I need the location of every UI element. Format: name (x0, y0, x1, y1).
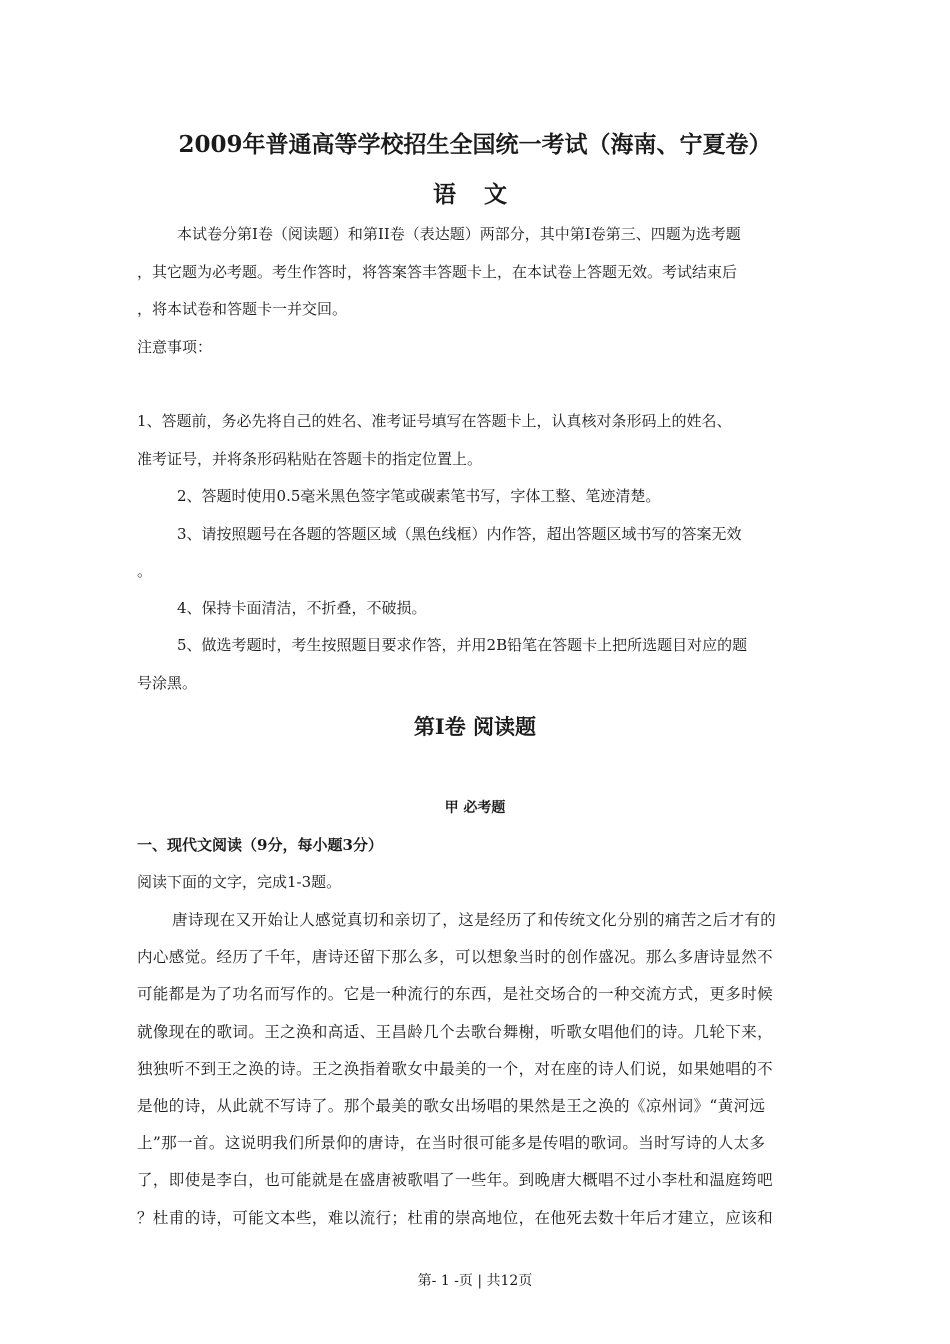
article-line: 内心感觉。经历了千年，唐诗还留下那么多，可以想象当时的创作盛况。那么多唐诗显然不 (137, 948, 774, 966)
article-line: 可能都是为了功名而写作的。它是一种流行的东西，是社交场合的一种交流方式，更多时候 (137, 985, 774, 1003)
note-item-3: 3、请按照题号在各题的答题区域（黑色线框）内作答，超出答题区域书写的答案无效 (177, 525, 742, 543)
note-item-5: 5、做选考题时，考生按照题目要求作答，并用2B铅笔在答题卡上把所选题目对应的题 (177, 636, 748, 654)
intro-line: ，将本试卷和答题卡一并交回。 (137, 300, 348, 318)
note-item-3-cont: 。 (137, 562, 153, 580)
exam-title: 2009年普通高等学校招生全国统一考试（海南、宁夏卷） (178, 131, 772, 158)
article-line: 是他的诗，从此就不写诗了。那个最美的歌女出场唱的果然是王之涣的《凉州词》“黄河远 (137, 1097, 766, 1115)
article-line: 唐诗现在又开始让人感觉真切和亲切了，这是经历了和传统文化分别的痛苦之后才有的 (172, 911, 777, 929)
section-title: 甲 必考题 (444, 800, 506, 816)
note-item-1-cont: 准考证号，并将条形码粘贴在答题卡的指定位置上。 (137, 450, 483, 468)
article-line: ？杜甫的诗，可能文本些，难以流行；杜甫的崇高地位，在他死去数十年后才建立，应该和 (137, 1209, 774, 1227)
intro-line: 本试卷分第I卷（阅读题）和第II卷（表达题）两部分，其中第I卷第三、四题为选考题 (177, 225, 741, 243)
page-footer: 第- 1 -页 | 共12页 (417, 1273, 533, 1289)
notes-heading: 注意事项： (137, 338, 213, 356)
note-item-5-cont: 号涂黑。 (137, 674, 198, 692)
intro-line: ，其它题为必考题。考生作答时，将答案答丰答题卡上，在本试卷上答题无效。考试结束后 (137, 263, 738, 281)
subject-title: 语 文 (432, 181, 517, 208)
note-item-2: 2、答题时使用0.5毫米黑色签字笔或碳素笔书写，字体工整、笔迹清楚。 (177, 487, 661, 505)
article-line: 上”那一首。这说明我们所景仰的唐诗，在当时很可能多是传唱的歌词。当时写诗的人太多 (137, 1134, 766, 1152)
article-line: 就像现在的歌词。王之涣和高适、王昌龄几个去歌台舞榭，听歌女唱他们的诗。几轮下来， (137, 1023, 774, 1041)
question-instruction: 阅读下面的文字，完成1-3题。 (137, 873, 342, 891)
article-line: 独独听不到王之涣的诗。王之涣指着歌女中最美的一个，对在座的诗人们说，如果她唱的不 (137, 1060, 774, 1078)
note-item-1: 1、答题前，务必先将自己的姓名、准考证号填写在答题卡上，认真核对条形码上的姓名、 (137, 412, 732, 430)
question-heading: 一、现代文阅读（9分，每小题3分） (137, 836, 383, 854)
note-item-4: 4、保持卡面清洁，不折叠，不破损。 (177, 599, 427, 617)
volume-title: 第I卷 阅读题 (413, 714, 537, 739)
article-line: 了，即使是李白，也可能就是在盛唐被歌唱了一些年。到晚唐大概唱不过小李杜和温庭筠吧 (137, 1171, 774, 1189)
